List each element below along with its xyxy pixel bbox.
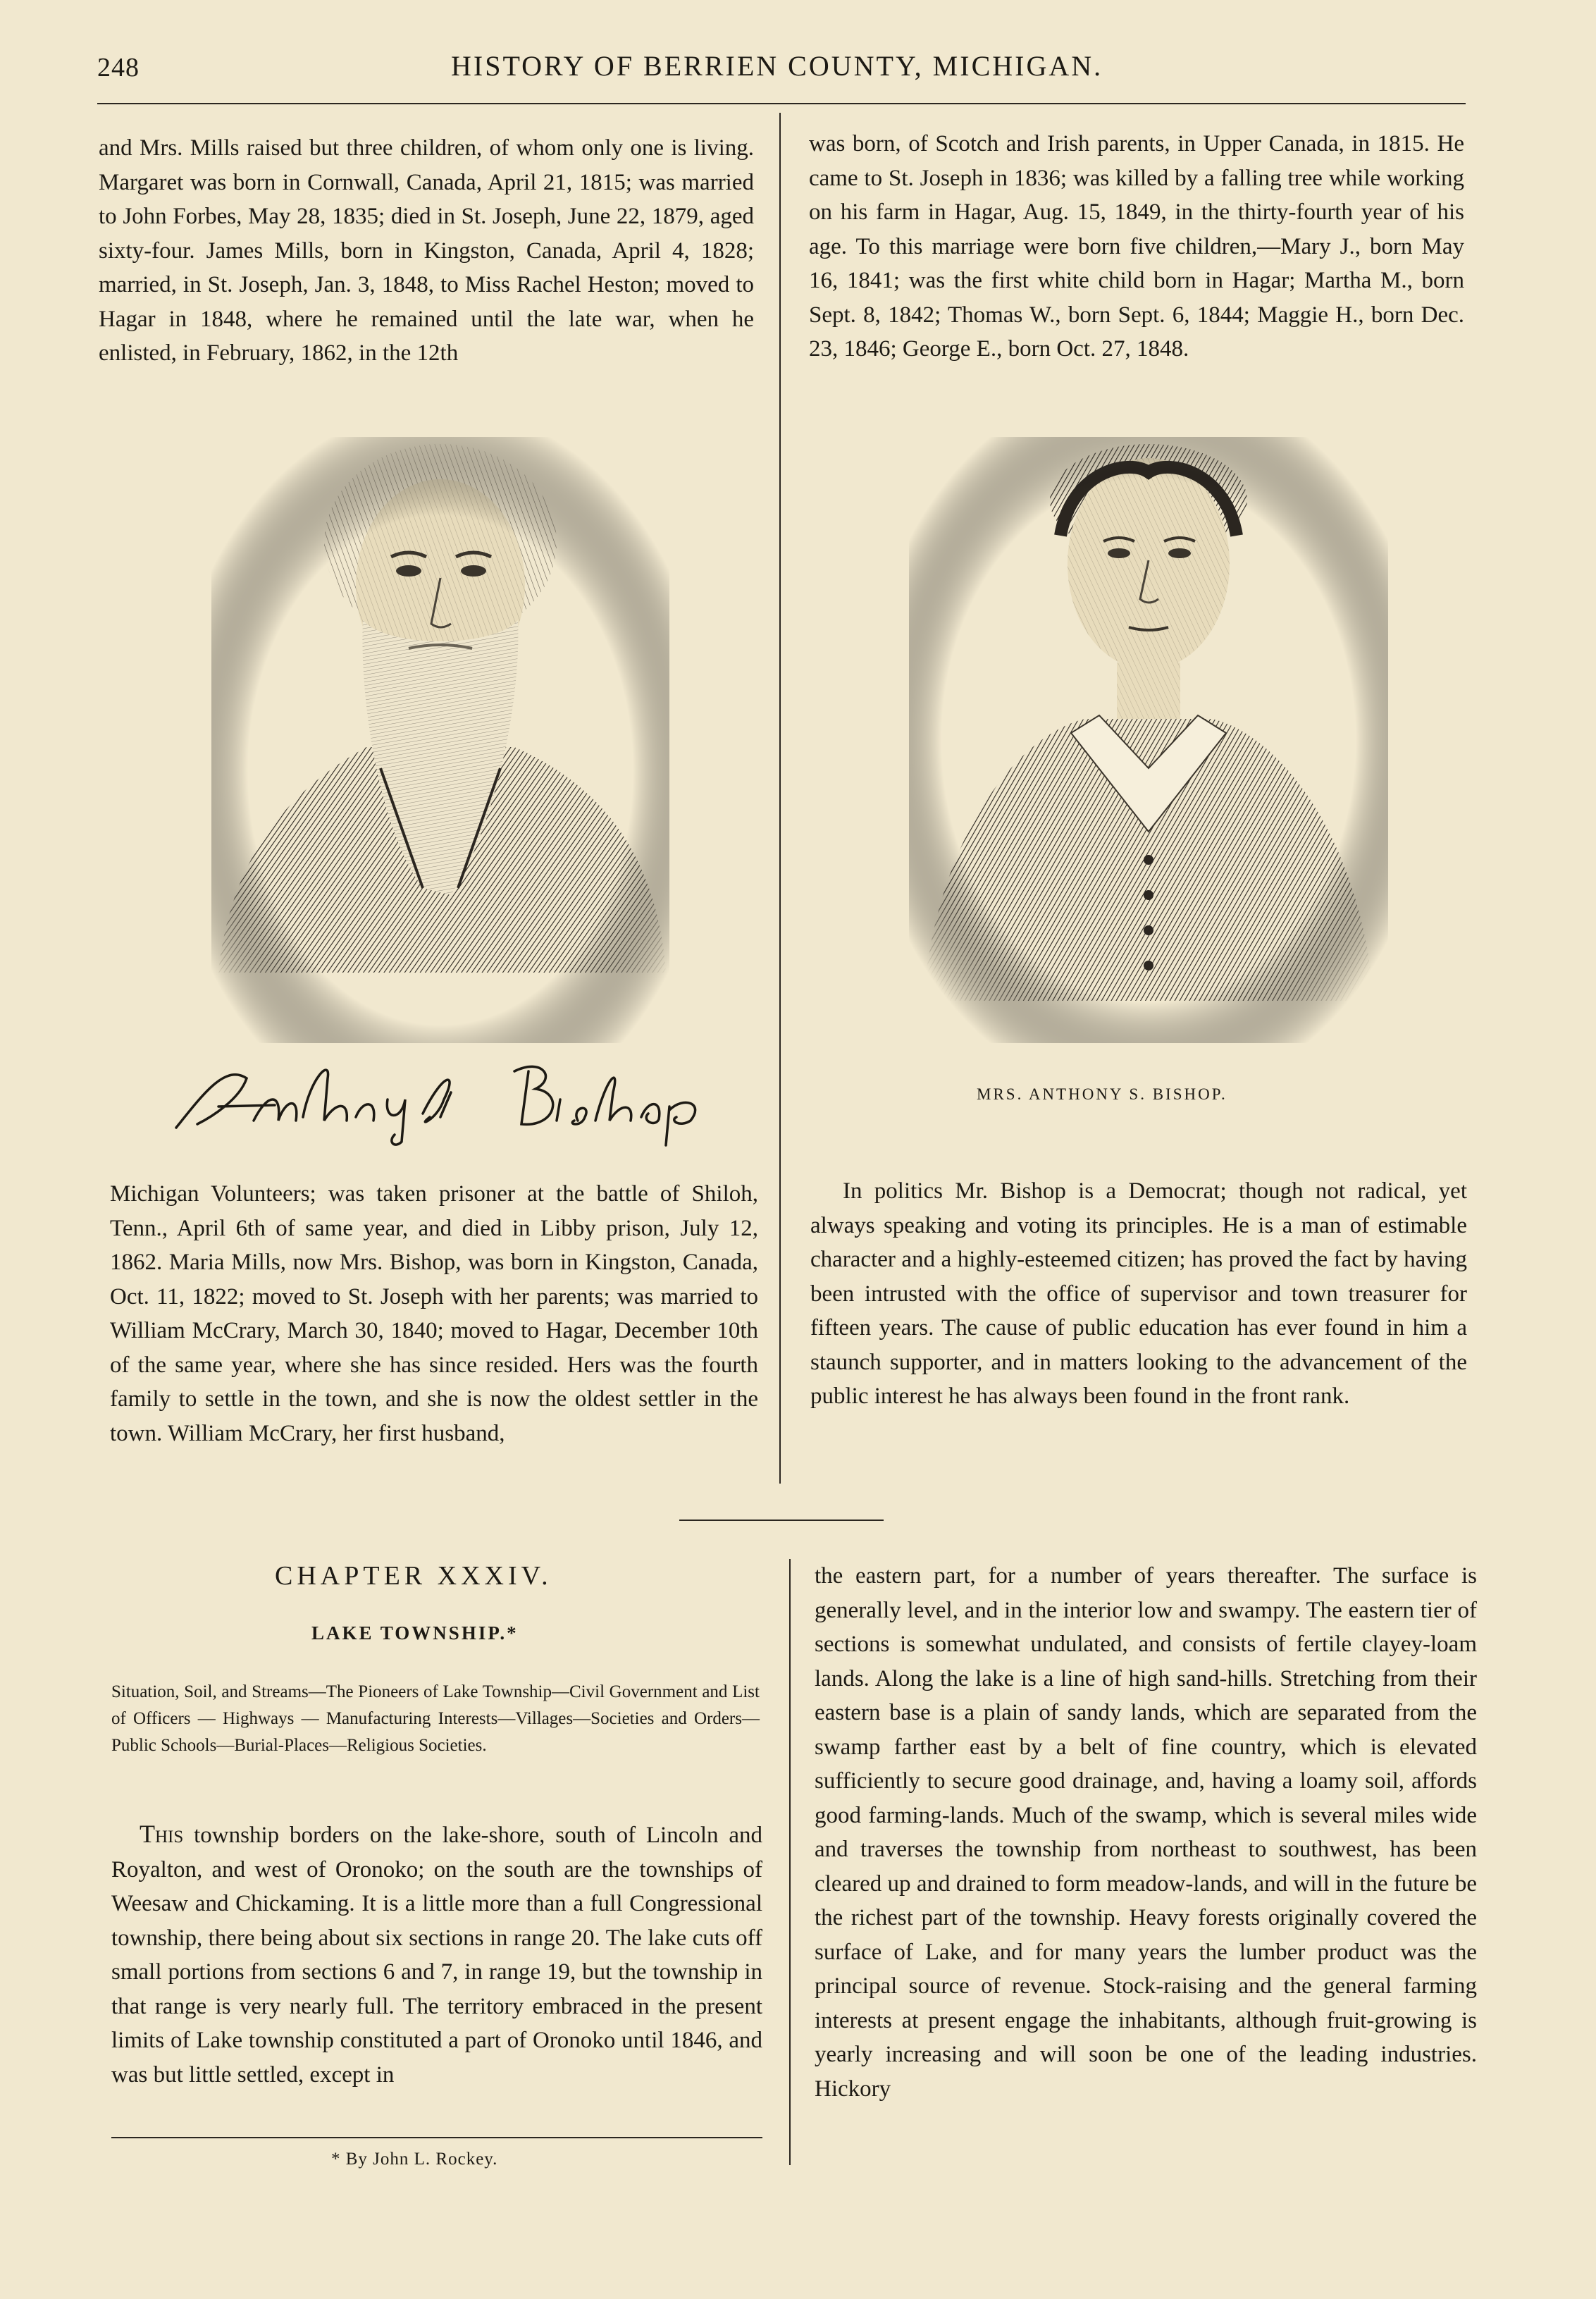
chapter-title: LAKE TOWNSHIP.* xyxy=(311,1622,519,1644)
portrait-man-engraving xyxy=(211,437,669,1043)
middle-right-paragraph: In politics Mr. Bishop is a Democrat; though not radical, yet always speaking and voting its principles. He is a man of estimable character and a highly-esteemed citizen; has proved the fact by having been intrusted with the office of supervisor and town treasurer for fifteen years. The cause of public education has ever found in him a staunch supporter, and in matters looking to the advancement of the public interest he has always been found in the front rank. xyxy=(810,1178,1467,1409)
section-separator xyxy=(679,1520,884,1521)
middle-left-column xyxy=(110,1177,758,1450)
portrait-woman-engraving xyxy=(909,437,1388,1043)
signature-handwriting xyxy=(162,1050,740,1149)
top-right-paragraph: was born, of Scotch and Irish parents, in Upper Canada, in 1815. He came to St. Joseph in 1836; was killed by a falling tree while working on his farm in Hagar, Aug. 15, 1849, in the thirty-fourth year of his age. To this marriage were born five children,—Mary J., born May 16, 1841; was the first white child born in Hagar; Martha M., born Sept. 8, 1842; Thomas W., born Sept. 6, 1844; Maggie H., born Dec. 23, 1846; George E., born Oct. 27, 1848. xyxy=(809,131,1464,362)
chapter-heading: CHAPTER XXXIV. xyxy=(275,1561,552,1591)
top-left-paragraph: and Mrs. Mills raised but three children, of whom only one is living. Margaret was born in Cornwall, Canada, April 21, 1815; was married to John Forbes, May 28, 1835; died in St. Joseph, June 22, 1879, aged sixty-four. James Mills, born in Kingston, Canada, April 4, 1828; married, in St. Joseph, Jan. 3, 1848, to Miss Rachel Heston; moved to Hagar in 1848, where he remained until the late war, when he enlisted, in February, 1862, in the 12th xyxy=(99,135,754,366)
middle-right-column xyxy=(810,1174,1467,1414)
portrait-caption: MRS. ANTHONY S. BISHOP. xyxy=(977,1085,1227,1103)
portrait-anthony-bishop xyxy=(211,437,669,1043)
page-number: 248 xyxy=(97,53,140,82)
footnote-rule xyxy=(111,2137,762,2138)
running-head: HISTORY OF BERRIEN COUNTY, MICHIGAN. xyxy=(451,50,1103,82)
chapter-body-left xyxy=(111,1817,762,2092)
signature xyxy=(162,1050,740,1149)
chapter-body-left-paragraph xyxy=(111,1817,762,2092)
lower-column-divider xyxy=(789,1559,791,2165)
column-divider xyxy=(779,113,781,1484)
chapter-body-left-text: township borders on the lake-shore, south of Lincoln and Royalton, and west of Oronoko; on the south are the townships of Weesaw and Chickaming. It is a little more than a full Congressional township, there being about six sections in range 20. The lake cuts off small portions from sections 6 and 7, in range 19, but the township in that range is very nearly full. The territory embraced in the present limits of Lake township constituted a part of Oronoko until 1846, and was but little settled, except in xyxy=(111,1823,762,2088)
chapter-body-right-paragraph: the eastern part, for a number of years thereafter. The surface is generally level, and in the interior low and swampy. The eastern tier of sections is somewhat undulated, and consists of fertile clayey-loam lands. Along the lake is a line of high sand-hills. Stretching from their eastern base is a plain of sandy lands, which are separated from the swamp farther east by a belt of fine country, which is elevated sufficiently to secure good drainage, and, having a loamy soil, affords good farming-lands. Much of the swamp, which is several miles wide and traverses the township from northeast to southwest, has been cleared up and drained to form meadow-lands, and will in the future be the richest part of the township. Heavy forests originally covered the surface of Lake, and for many years the lumber product was the principal source of revenue. Stock-raising and the general farming interests at present engage the inhabitants, although fruit-growing is yearly increasing and will soon be one of the leading industries. Hickory xyxy=(815,1563,1477,2102)
chapter-first-word: This xyxy=(140,1820,184,1848)
chapter-body-right xyxy=(815,1559,1477,2106)
middle-left-paragraph: Michigan Volunteers; was taken prisoner at the battle of Shiloh, Tenn., April 6th of same year, and died in Libby prison, July 12, 1862. Maria Mills, now Mrs. Bishop, was born in Kingston, Canada, Oct. 11, 1822; moved to St. Joseph with her parents; was married to William McCrary, March 30, 1840; moved to Hagar, December 10th of the same year, where she has since resided. Hers was the fourth family to settle in the town, and she is now the oldest settler in the town. William McCrary, her first husband, xyxy=(110,1181,758,1446)
footnote: * By John L. Rockey. xyxy=(331,2150,498,2169)
portrait-mrs-bishop xyxy=(909,437,1388,1043)
top-left-column xyxy=(99,131,754,371)
chapter-summary-text: Situation, Soil, and Streams—The Pioneers of Lake Township—Civil Government and List of Officers — Highways — Manufacturing Interests—Villages—Societies and Orders—Public Schools—Burial-Places—Religious Societies. xyxy=(111,1682,760,1755)
header-rule xyxy=(97,103,1466,104)
chapter-summary xyxy=(111,1679,760,1759)
top-right-column xyxy=(809,127,1464,366)
